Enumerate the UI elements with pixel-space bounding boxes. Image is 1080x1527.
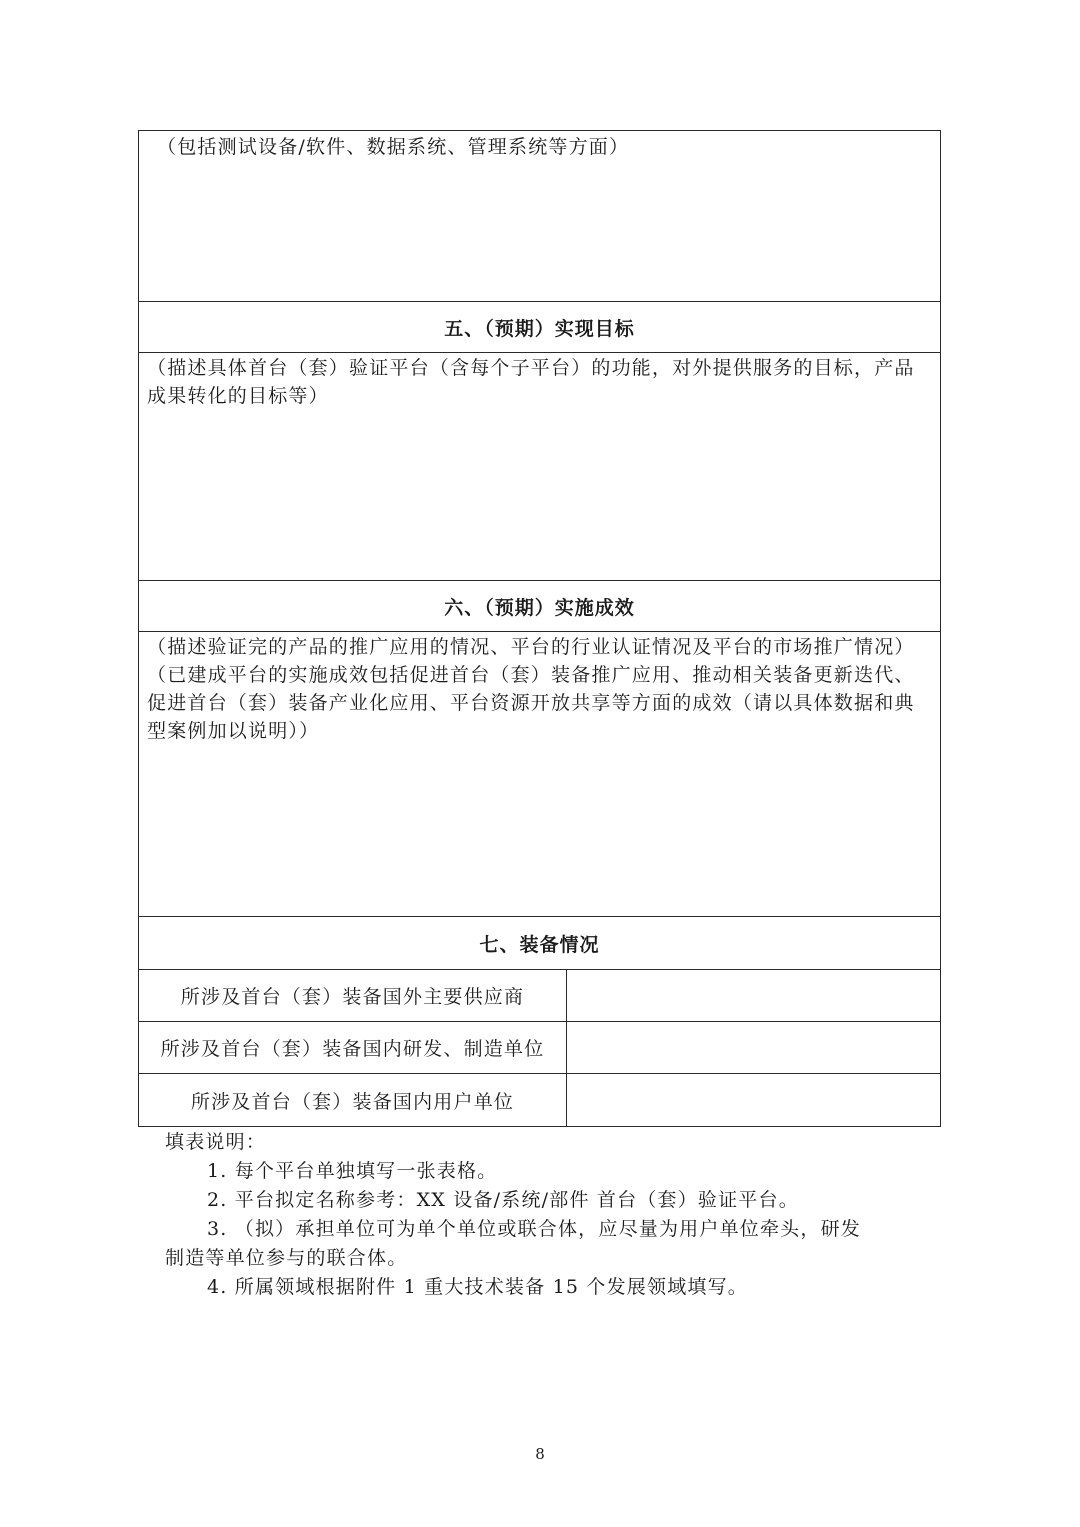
instruction-item: 1. 每个平台单独填写一张表格。 [207, 1160, 498, 1182]
section5-description: （描述具体首台（套）验证平台（含每个子平台）的功能，对外提供服务的目标，产品成果转化的目标等） [147, 357, 915, 407]
section5-title: 五、（预期）实现目标 [444, 317, 635, 340]
equipment-row-domestic-manufacturers [139, 1022, 940, 1074]
section5-content-cell [139, 353, 940, 581]
section-intro-text: （包括测试设备/软件、数据系统、管理系统等方面） [157, 136, 630, 158]
equipment-row-domestic-users [139, 1074, 940, 1126]
instruction-item-continuation: 制造等单位参与的联合体。 [165, 1247, 408, 1269]
instructions-heading: 填表说明： [165, 1131, 267, 1153]
section7-title: 七、装备情况 [479, 933, 600, 956]
equipment-row-foreign-suppliers [139, 970, 940, 1022]
instruction-item: 4. 所属领域根据附件 1 重大技术装备 15 个发展领域填写。 [207, 1276, 748, 1298]
equipment-row-label: 所涉及首台（套）装备国内用户单位 [139, 1074, 567, 1126]
section-intro-cell [139, 131, 940, 302]
equipment-row-value-field[interactable] [567, 1074, 940, 1126]
section6-heading-cell [139, 581, 940, 632]
equipment-row-value-field[interactable] [567, 1022, 940, 1073]
equipment-table [139, 970, 940, 1126]
section6-description-2: （已建成平台的实施成效包括促进首台（套）装备推广应用、推动相关装备更新迭代、促进首台（套）装备产业化应用、平台资源开放共享等方面的成效（请以具体数据和典型案例加以说明）） [147, 664, 915, 742]
section6-title: 六、（预期）实施成效 [444, 596, 635, 619]
instruction-item: 2. 平台拟定名称参考：XX 设备/系统/部件 首台（套）验证平台。 [207, 1189, 799, 1211]
section6-content-cell [139, 632, 940, 917]
filling-instructions [165, 1128, 925, 1302]
equipment-row-value-field[interactable] [567, 970, 940, 1021]
section5-heading-cell [139, 302, 940, 353]
application-form-table [138, 130, 941, 1127]
instruction-item: 3. （拟）承担单位可为单个单位或联合体，应尽量为用户单位牵头，研发 [207, 1218, 861, 1240]
page-number: 8 [535, 1445, 545, 1463]
equipment-row-label: 所涉及首台（套）装备国内研发、制造单位 [139, 1022, 567, 1073]
section6-description-1: （描述验证完的产品的推广应用的情况、平台的行业认证情况及平台的市场推广情况） [147, 636, 915, 658]
section7-heading-cell [139, 917, 940, 970]
equipment-row-label: 所涉及首台（套）装备国外主要供应商 [139, 970, 567, 1021]
